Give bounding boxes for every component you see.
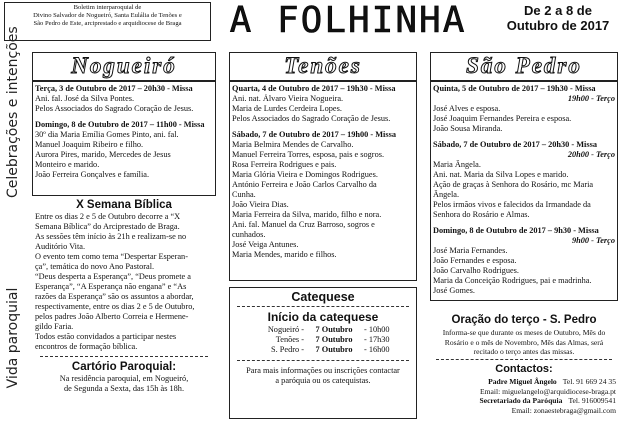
text-line: ça”, temática do novo Ano Pastoral. [35,262,155,271]
nogueiro-title: Nogueiró [32,52,216,81]
oracao-title: Oração do terço - S. Pedro [451,314,597,326]
masthead-title: A FOLHINHA [229,0,467,41]
semana-biblica-title: X Semana Bíblica [76,199,172,211]
entry-line: Manuel Ferreira Torres, esposa, pais e sogros. [232,150,385,159]
entry-sub: 20h00 - Terço [567,150,615,159]
text-line: “Deus desperta a Esperança”, “Deus promete a [35,272,191,281]
entry-line: Ani. fal. José da Silva Pontes. [35,94,135,103]
entry-line: José Gomes. [433,286,475,295]
cartorio-title: Cartório Paroquial: [71,361,177,373]
text-line: As sessões têm início às 21h e realizam-se no [35,232,187,241]
contact-phone: Tel. 91 669 24 35 [562,377,616,386]
entry-line: Aurora Pires, marido, Mercedes de Jesus [35,150,171,159]
entry-line: Monteiro e marido. [35,160,100,169]
entry-sub: 19h00 - Terço [567,94,615,103]
catequese-title: Catequese [291,290,355,304]
semana-biblica-text [35,212,213,352]
divider [237,306,409,307]
entry-line: Manuel Joaquim Ribeiro e filho. [35,140,144,149]
entry-line: Maria Mendes, marido e filhos. [232,250,337,259]
divider [237,360,409,361]
text-line: O evento tem como tema “Despertar Esperan- [35,252,188,261]
text-line: Semana Bíblica” do Arciprestado de Braga. [35,222,180,231]
catequese-note [232,366,414,386]
entry-line: Maria da Conceição Rodrigues, pai e madrinha. [433,276,592,285]
row-date: 7 Outubro [315,335,353,344]
contact-row [432,396,616,406]
text-line: recitado o terço antes das missas. [473,347,575,356]
catequese-schedule [232,325,414,355]
text-line: Esperança”, “A Esperança não engana” e “As [35,282,187,291]
entry-line: Ação de graças à Senhora do Rosário, mc Maria [433,180,594,189]
catequese-row [232,345,414,355]
entry-heading: Quarta, 4 de Outubro de 2017 – 19h30 - Missa [232,84,396,93]
text-line: Para mais informações ou inscrições contactar [246,366,400,375]
contactos-block [432,377,616,415]
contact-label: Secretariado da Paróquia [479,396,563,405]
entry-line: Ani. nat. Álvaro Vieira Nogueira. [232,94,344,103]
saopedro-title: São Pedro [430,52,618,81]
catequese-row [232,335,414,345]
row-time: - 17h30 [364,335,390,344]
entry-line: Ani. fal. Manuel da Cruz Barroso, sogros e [232,220,375,229]
bulletin-line: Divino Salvador de Nogueiró, Santa Eulália de Tenões e [33,12,182,19]
saopedro-entries [433,84,615,296]
side-label-celebracoes: Celebrações e intenções [5,26,21,198]
divider [436,359,612,360]
catequese-subtitle: Início da catequese [267,310,379,324]
entry-line: José Joaquim Fernandes Pereira e esposa. [433,114,572,123]
entry-line: João Sousa Miranda. [433,124,503,133]
contact-email[interactable]: Email: miguelangelo@arquidiocese-braga.pt [479,386,616,396]
text-line: de Segunda a Sexta, das 15h às 18h. [63,384,185,393]
entry-line: Pelos Associados do Sagrado Coração de Jesus. [35,104,194,113]
entry-line: João Vieira Dias. [232,200,289,209]
tenoes-title: Tenões [229,52,417,81]
row-time: - 16h00 [364,345,390,354]
entry-line: Ani. nat. Maria da Silva Lopes e marido. [433,170,569,179]
entry-line: Maria de Lurdes Cerdeira Lopes. [232,104,342,113]
bulletin-line: Boletim interparoquial de [73,4,142,11]
bulletin-header [4,2,211,41]
row-place: Tenões - [275,335,304,344]
entry-heading: Sábado, 7 de Outubro de 2017 – 19h00 - Missa [232,130,396,139]
entry-line: Cunha. [232,190,256,199]
entry-heading: Quinta, 5 de Outubro de 2017 – 19h30 - Missa [433,84,596,93]
text-line: gildo Faria. [35,322,74,331]
issue-date-line1: De 2 a 8 de [524,3,592,18]
entry-line: Senhora do Rosário e Almas. [433,210,530,219]
entry-heading: Sábado, 7 de Outubro de 2017 – 20h30 - Missa [433,140,597,149]
text-line: respectivamente, entre os dias 2 e 5 de Outubro, [35,302,195,311]
entry-line: 30º dia Maria Emília Gomes Pinto, ani. fal. [35,130,179,139]
text-line: Na residência paroquial, em Nogueiró, [59,374,189,383]
contactos-title: Contactos: [495,363,553,375]
side-label-vida: Vida paroquial [5,287,21,389]
entry-line: Pelos irmãos vivos e falecidos da Irmandade da [433,200,591,209]
row-place: Nogueiró - [267,325,304,334]
issue-date [482,3,634,33]
entry-line: cunhados. [232,230,266,239]
row-time: - 10h00 [364,325,390,334]
row-date: 7 Outubro [315,345,353,354]
text-line: Todos estão convidados a participar nestes [35,332,177,341]
entry-line: Maria Ângela. [433,160,481,169]
catequese-row [232,325,414,335]
oracao-text [432,328,616,357]
entry-sub: 9h00 - Terço [571,236,615,245]
text-line: Informa-se que durante os meses de Outubro, Mês do [442,328,606,337]
bulletin-line: São Pedro de Este, arciprestado e arquidiocese de Braga [33,20,182,27]
entry-line: José Maria Fernandes. [433,246,508,255]
contact-email[interactable]: Email: zonaestebraga@gmail.com [511,405,616,415]
text-line: Rosário e o mês de Novembro, Mês das Almas, será [444,337,604,347]
tenoes-entries [232,84,414,260]
entry-line: João Carvalho Rodrigues. [433,266,519,275]
text-line: Auditório Vita. [35,242,86,251]
text-line: razões da Esperança” são os assuntos a abordar, [35,292,194,301]
entry-line: António Ferreira e João Carlos Carvalho da [232,180,377,189]
entry-line: Ângela. [433,190,460,199]
entry-line: Maria Ferreira da Silva, marido, filho e nora. [232,210,382,219]
text-line: a paróquia ou os catequistas. [275,376,371,385]
row-date: 7 Outubro [315,325,353,334]
cartorio-text [35,374,213,394]
issue-date-line2: Outubro de 2017 [506,18,610,33]
entry-line: Pelos Associados do Sagrado Coração de Jesus. [232,114,391,123]
text-line: Entre os dias 2 e 5 de Outubro decorre a “X [35,212,181,221]
divider [40,356,208,357]
entry-line: Maria Belmira Mendes de Carvalho. [232,140,354,149]
text-line: pelos padres João Alberto Correia e Hermene- [35,312,189,321]
contact-row [432,377,616,387]
contact-phone: Tel. 916009541 [568,396,616,405]
nogueiro-entries [35,84,213,180]
entry-heading: Domingo, 8 de Outubro de 2017 – 9h30 - Missa [433,226,599,235]
entry-line: João Ferreira Gonçalves e família. [35,170,150,179]
entry-line: João Fernandes e esposa. [433,256,517,265]
row-place: S. Pedro - [271,345,304,354]
entry-line: José Alves e esposa. [433,104,501,113]
entry-heading: Terça, 3 de Outubro de 2017 – 20h30 - Missa [35,84,193,93]
entry-line: José Veiga Antunes. [232,240,299,249]
entry-line: Maria Glória Vieira e Domingos Rodrigues. [232,170,378,179]
text-line: encontros de formação bíblica. [35,342,138,351]
entry-line: Rosa Ferreira Rodrigues e pais. [232,160,337,169]
entry-heading: Domingo, 8 de Outubro de 2017 – 11h00 - Missa [35,120,205,129]
contact-label: Padre Miguel Ângelo [488,377,557,386]
